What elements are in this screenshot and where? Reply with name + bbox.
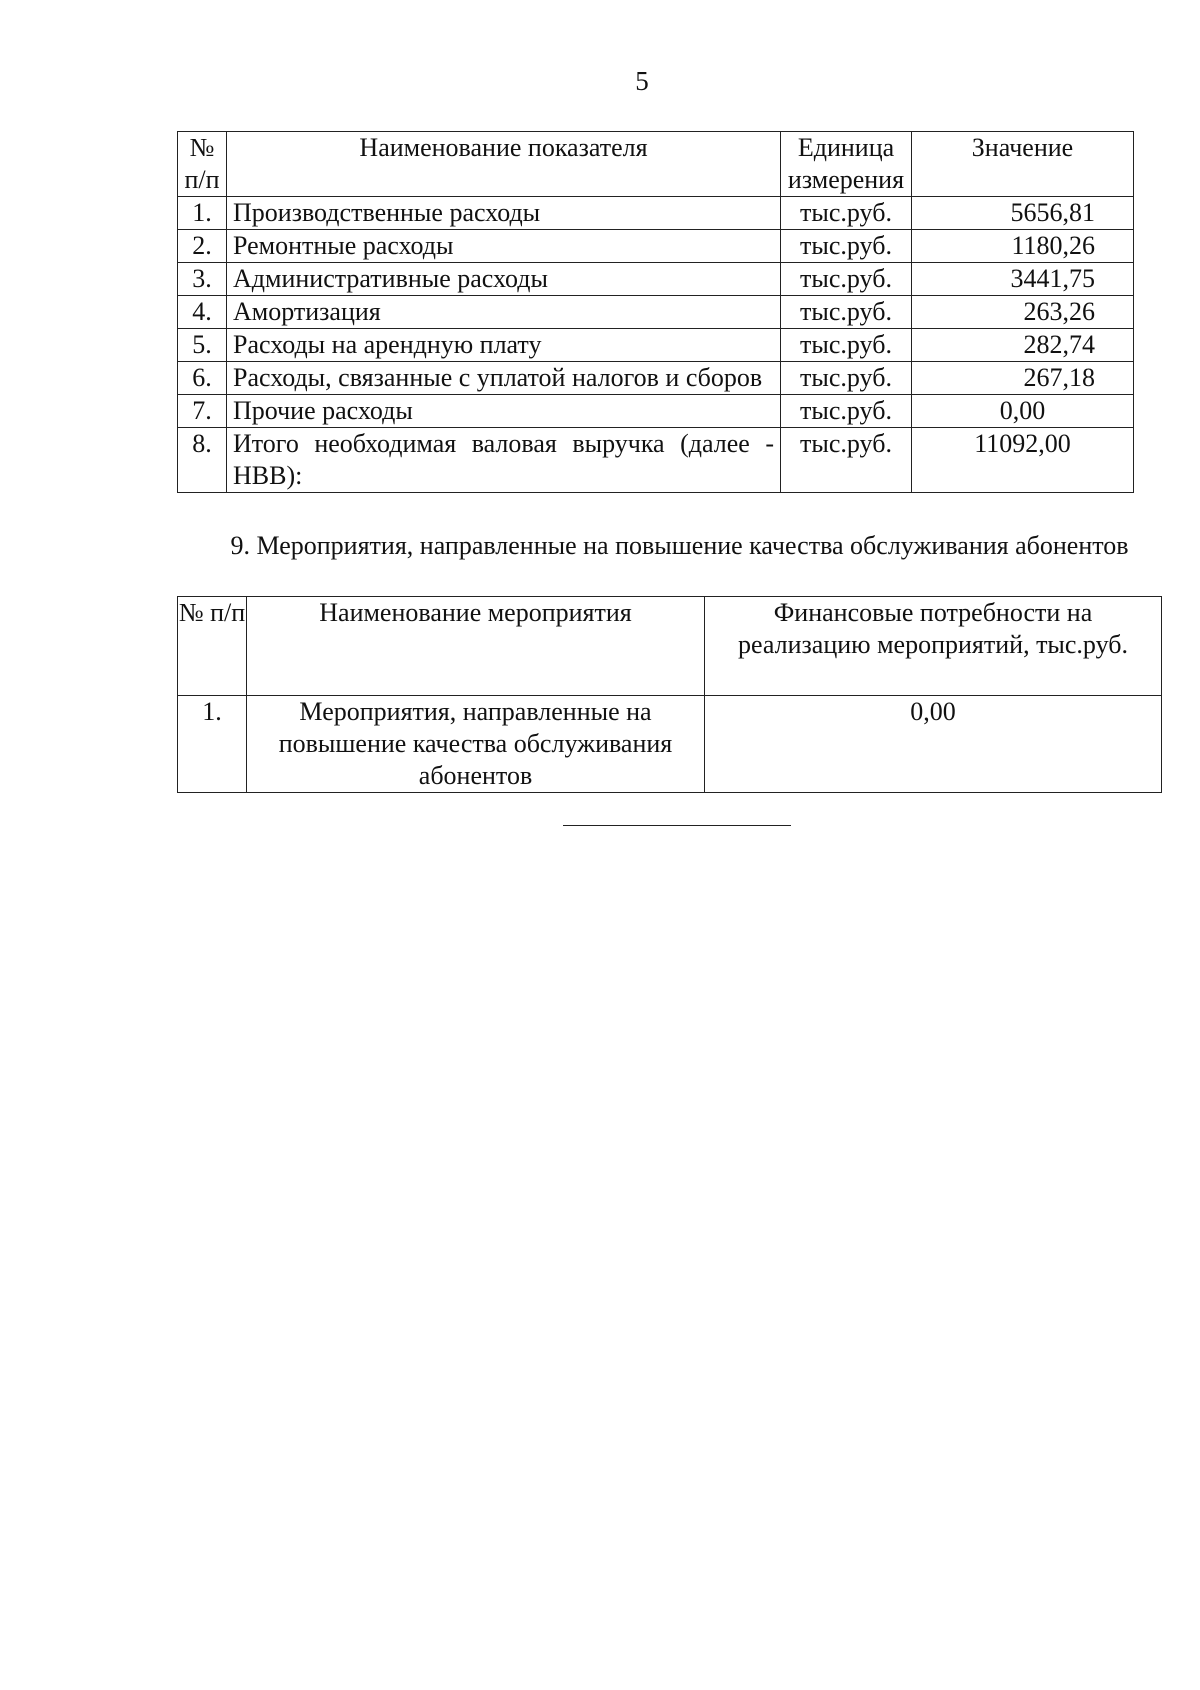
header-finance: Финансовые потребности на реализацию мероприятий, тыс.руб.: [705, 597, 1162, 696]
table-row: [178, 329, 1134, 362]
row-name: Мероприятия, направленные на повышение качества обслуживания абонентов: [247, 696, 705, 793]
header-num: № п/п: [178, 597, 247, 696]
header-value: Значение: [912, 132, 1134, 197]
table-row: [178, 263, 1134, 296]
row-name: Производственные расходы: [227, 197, 781, 230]
row-value: 3441,75: [912, 263, 1134, 296]
row-unit: тыс.руб.: [781, 296, 912, 329]
end-rule: [563, 825, 791, 826]
row-unit: тыс.руб.: [781, 197, 912, 230]
row-unit: тыс.руб.: [781, 329, 912, 362]
table-row: [178, 362, 1134, 395]
table-row: [178, 696, 1162, 793]
row-value: 0,00: [912, 395, 1134, 428]
row-value: 263,26: [912, 296, 1134, 329]
row-name: Итого необходимая валовая выручка (далее - НВВ):: [227, 428, 781, 493]
table-row: [178, 395, 1134, 428]
row-unit: тыс.руб.: [781, 395, 912, 428]
row-value: 1180,26: [912, 230, 1134, 263]
row-unit: тыс.руб.: [781, 263, 912, 296]
row-unit: тыс.руб.: [781, 428, 912, 493]
row-finance: 0,00: [705, 696, 1162, 793]
row-name: Прочие расходы: [227, 395, 781, 428]
page-number: 5: [635, 66, 649, 96]
header-indicator-name: Наименование показателя: [227, 132, 781, 197]
row-num: 7.: [178, 395, 227, 428]
row-name: Ремонтные расходы: [227, 230, 781, 263]
row-num: 2.: [178, 230, 227, 263]
header-measure-name: Наименование мероприятия: [247, 597, 705, 696]
row-name: Расходы на арендную плату: [227, 329, 781, 362]
table-row: [178, 230, 1134, 263]
table-header-row: [178, 132, 1134, 197]
row-num: 3.: [178, 263, 227, 296]
table-row: [178, 197, 1134, 230]
row-num: 6.: [178, 362, 227, 395]
measures-table: [177, 596, 1162, 793]
row-value: 267,18: [912, 362, 1134, 395]
row-unit: тыс.руб.: [781, 362, 912, 395]
row-unit: тыс.руб.: [781, 230, 912, 263]
row-num: 1.: [178, 696, 247, 793]
cost-indicators-table: [177, 131, 1134, 493]
row-num: 8.: [178, 428, 227, 493]
row-name: Расходы, связанные с уплатой налогов и сборов: [227, 362, 781, 395]
section-heading: 9. Мероприятия, направленные на повышение качества обслуживания абонентов: [230, 531, 1129, 560]
row-name: Административные расходы: [227, 263, 781, 296]
table-row-total: [178, 428, 1134, 493]
row-num: 5.: [178, 329, 227, 362]
header-unit: Единица измерения: [781, 132, 912, 197]
row-num: 4.: [178, 296, 227, 329]
header-num: № п/п: [178, 132, 227, 197]
table-header-row: [178, 597, 1162, 696]
row-value: 11092,00: [912, 428, 1134, 493]
row-name: Амортизация: [227, 296, 781, 329]
row-value: 5656,81: [912, 197, 1134, 230]
table-row: [178, 296, 1134, 329]
row-num: 1.: [178, 197, 227, 230]
row-value: 282,74: [912, 329, 1134, 362]
